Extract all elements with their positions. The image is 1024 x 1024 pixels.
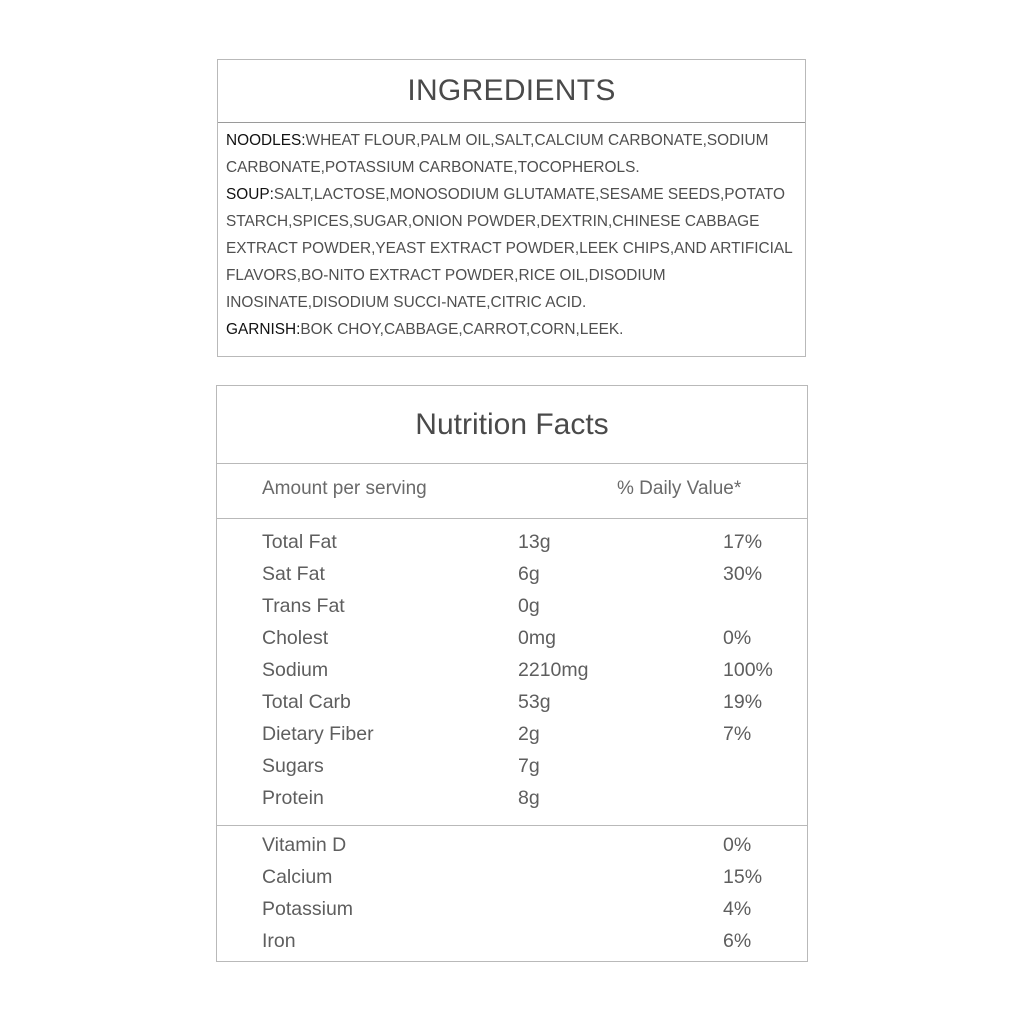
vitamin-row	[217, 898, 807, 930]
nutrient-row	[217, 787, 807, 819]
nutrient-row	[217, 531, 807, 563]
nutrient-row	[217, 563, 807, 595]
nutrient-name: Total Fat	[262, 531, 337, 553]
nutrient-name: Cholest	[262, 627, 329, 649]
nutrition-title: Nutrition Facts	[217, 386, 807, 464]
ingredients-title: INGREDIENTS	[218, 60, 805, 123]
nutrient-name: Sat Fat	[262, 563, 325, 585]
nutrient-name: Total Carb	[262, 691, 351, 713]
nutrient-amount: 0g	[518, 595, 540, 617]
nutrient-dv: 17%	[723, 531, 763, 553]
vitamin-row	[217, 834, 807, 866]
nutrient-dv: 0%	[723, 627, 752, 649]
nutrient-name: Sodium	[262, 659, 329, 681]
nutrient-dv: 30%	[723, 563, 763, 585]
ingredients-soup	[226, 181, 801, 316]
nutrient-row	[217, 627, 807, 659]
garnish-label: GARNISH:	[226, 321, 301, 338]
vitamin-dv: 4%	[723, 898, 752, 920]
nutrient-dv: 100%	[723, 659, 773, 681]
nutrient-amount: 8g	[518, 787, 540, 809]
vitamin-row	[217, 866, 807, 898]
nutrient-name: Dietary Fiber	[262, 723, 374, 745]
vitamin-row	[217, 930, 807, 962]
vitamin-dv: 0%	[723, 834, 752, 856]
ingredients-body	[218, 123, 805, 343]
nutrient-row	[217, 659, 807, 691]
ingredients-panel	[217, 59, 806, 357]
vitamins-table	[217, 826, 807, 960]
vitamin-name: Vitamin D	[262, 834, 347, 856]
vitamin-name: Potassium	[262, 898, 354, 920]
nutrient-row	[217, 595, 807, 627]
garnish-text: BOK CHOY,CABBAGE,CARROT,CORN,LEEK.	[300, 321, 624, 338]
nutrient-dv: 7%	[723, 723, 752, 745]
nutrient-amount: 0mg	[518, 627, 556, 649]
soup-text: SALT,LACTOSE,MONOSODIUM GLUTAMATE,SESAME SEEDS,POTATO STARCH,SPICES,SUGAR,ONION POWDER,DEXTRIN,CHINESE CABBAGE EXTRACT POWDER,YEAST EXTRACT POWDER,LEEK CHIPS,AND ARTIFICIAL FLAVORS,BO-NITO EXTRACT POWDER,RICE OIL,DISODIUM INOSINATE,DISODIUM SUCCI-NATE,CITRIC ACID.	[226, 186, 793, 311]
nutrition-header-row	[217, 464, 807, 519]
nutrition-facts-panel	[216, 385, 808, 962]
ingredients-noodles	[226, 127, 801, 181]
vitamin-dv: 15%	[723, 866, 763, 888]
nutrient-amount: 6g	[518, 563, 540, 585]
amount-per-serving-label: Amount per serving	[262, 478, 427, 499]
nutrient-name: Protein	[262, 787, 324, 809]
nutrient-amount: 2210mg	[518, 659, 589, 681]
nutrient-amount: 2g	[518, 723, 540, 745]
vitamin-name: Iron	[262, 930, 296, 952]
nutrient-name: Trans Fat	[262, 595, 345, 617]
nutrients-table	[217, 519, 807, 826]
ingredients-garnish	[226, 316, 801, 343]
daily-value-label: % Daily Value*	[617, 478, 742, 499]
vitamin-dv: 6%	[723, 930, 752, 952]
nutrient-row	[217, 691, 807, 723]
nutrient-amount: 7g	[518, 755, 540, 777]
nutrient-amount: 53g	[518, 691, 551, 713]
nutrient-row	[217, 755, 807, 787]
nutrient-dv: 19%	[723, 691, 763, 713]
nutrient-row	[217, 723, 807, 755]
noodles-text: WHEAT FLOUR,PALM OIL,SALT,CALCIUM CARBONATE,SODIUM CARBONATE,POTASSIUM CARBONATE,TOCOPHEROLS.	[226, 132, 769, 176]
noodles-label: NOODLES:	[226, 132, 306, 149]
soup-label: SOUP:	[226, 186, 274, 203]
nutrient-name: Sugars	[262, 755, 324, 777]
vitamin-name: Calcium	[262, 866, 333, 888]
nutrient-amount: 13g	[518, 531, 551, 553]
